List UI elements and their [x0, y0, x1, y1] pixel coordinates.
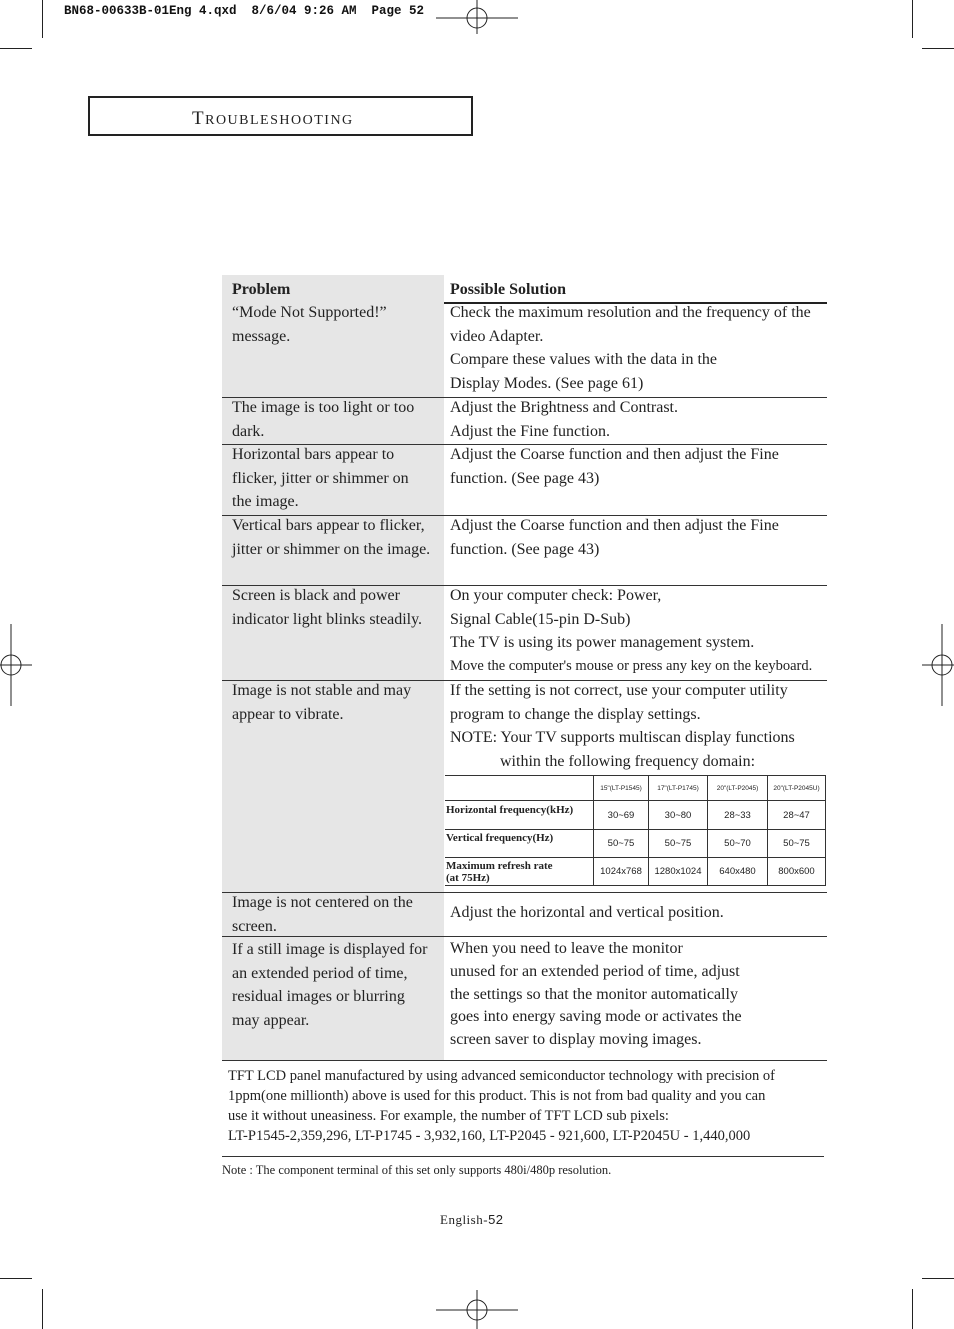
- table-row-problem: Image is not centered on the screen.: [232, 894, 413, 935]
- frequency-table-row: Horizontal frequency(kHz) 30~69 30~80 28~33 28~47: [445, 801, 826, 830]
- table-row-solution: Adjust the Coarse function and then adjust the Fine function. (See page 43): [450, 517, 779, 558]
- registration-mark-icon: [0, 624, 32, 706]
- frequency-table: [445, 775, 826, 886]
- frequency-table-header-row: [445, 776, 826, 801]
- table-row-problem: Vertical bars appear to flicker, jitter or shimmer on the image.: [232, 517, 431, 558]
- frequency-table-column-header: 20"(LT-P2045): [708, 776, 768, 801]
- registration-mark-icon: [922, 624, 954, 706]
- table-row-problem: If a still image is displayed for an extended period of time, residual images or blurring may appear.: [232, 941, 428, 1029]
- section-title-box: [88, 96, 473, 136]
- table-row-problem: “Mode Not Supported!” message.: [232, 304, 387, 345]
- solution-header: Possible Solution: [450, 281, 567, 298]
- table-row-solution: On your computer check: Power, Signal Cable(15-pin D-Sub) The TV is using its power management system. Move the computer's mouse or press any key on the keyboard.: [450, 587, 813, 674]
- section-title: TROUBLESHOOTING: [192, 108, 354, 129]
- table-row-solution: If the setting is not correct, use your computer utility program to change the display settings. NOTE: Your TV supports multiscan display functions within the following frequency domain:: [450, 682, 795, 770]
- frequency-table-row: Vertical frequency(Hz) 50~75 50~75 50~70 50~75: [445, 830, 826, 858]
- crop-mark: [912, 1289, 913, 1329]
- table-row-solution: Check the maximum resolution and the frequency of the video Adapter. Compare these values with the data in the Display Modes. (See page 61): [450, 304, 811, 392]
- table-bottom-rule: [222, 1060, 827, 1061]
- page-number: English-52: [440, 1212, 504, 1227]
- table-row-problem: Screen is black and power indicator light blinks steadily.: [232, 587, 423, 628]
- crop-mark: [42, 0, 43, 38]
- component-note: Note : The component terminal of this set only supports 480i/480p resolution.: [222, 1163, 612, 1177]
- crop-mark: [922, 48, 954, 49]
- problem-header: Problem: [232, 281, 291, 298]
- registration-mark-icon: [436, 0, 518, 34]
- table-row-solution: Adjust the Brightness and Contrast. Adjust the Fine function.: [450, 399, 678, 440]
- frequency-table-row-label: Horizontal frequency(kHz): [445, 801, 594, 830]
- crop-mark: [0, 1278, 32, 1279]
- table-row-problem: Image is not stable and may appear to vibrate.: [232, 682, 412, 723]
- table-row-problem: The image is too light or too dark.: [232, 399, 415, 440]
- crop-mark: [922, 1278, 954, 1279]
- crop-mark: [0, 48, 32, 49]
- frequency-table-row: Maximum refresh rate (at 75Hz) 1024x768 1280x1024 640x480 800x600: [445, 858, 826, 886]
- table-row-solution: When you need to leave the monitor unused for an extended period of time, adjust the settings so that the monitor automatically goes into energy saving mode or activates the screen saver to display moving images.: [450, 940, 742, 1049]
- frequency-table-column-header: 20"(LT-P2045U): [768, 776, 826, 801]
- crop-mark: [42, 1289, 43, 1329]
- frequency-table-row-label: Vertical frequency(Hz): [445, 830, 594, 858]
- note-divider: [222, 1156, 824, 1157]
- table-row-solution: Adjust the Coarse function and then adjust the Fine function. (See page 43): [450, 446, 779, 487]
- table-row-solution: Adjust the horizontal and vertical position.: [450, 904, 724, 921]
- frequency-table-row-label: Maximum refresh rate (at 75Hz): [445, 858, 594, 886]
- frequency-table-column-header: 17"(LT-P1745): [649, 776, 708, 801]
- table-row-problem: Horizontal bars appear to flicker, jitter or shimmer on the image.: [232, 446, 409, 510]
- crop-mark: [912, 0, 913, 38]
- frequency-table-column-header: 15"(LT-P1545): [594, 776, 649, 801]
- registration-mark-icon: [436, 1290, 518, 1329]
- print-slug: BN68-00633B-01Eng 4.qxd 8/6/04 9:26 AM Page 52: [64, 4, 425, 18]
- tft-lcd-note: TFT LCD panel manufactured by using advanced semiconductor technology with precision of 1ppm(one millionth) above is used for this product. This is not from bad quality and you can use it without uneasiness. For example, the number of TFT LCD sub pixels: LT-P1545-2,359,296, LT-P1745 - 3,932,160, LT-P2045 - 921,600, LT-P2045U - 1,440,000: [228, 1068, 775, 1144]
